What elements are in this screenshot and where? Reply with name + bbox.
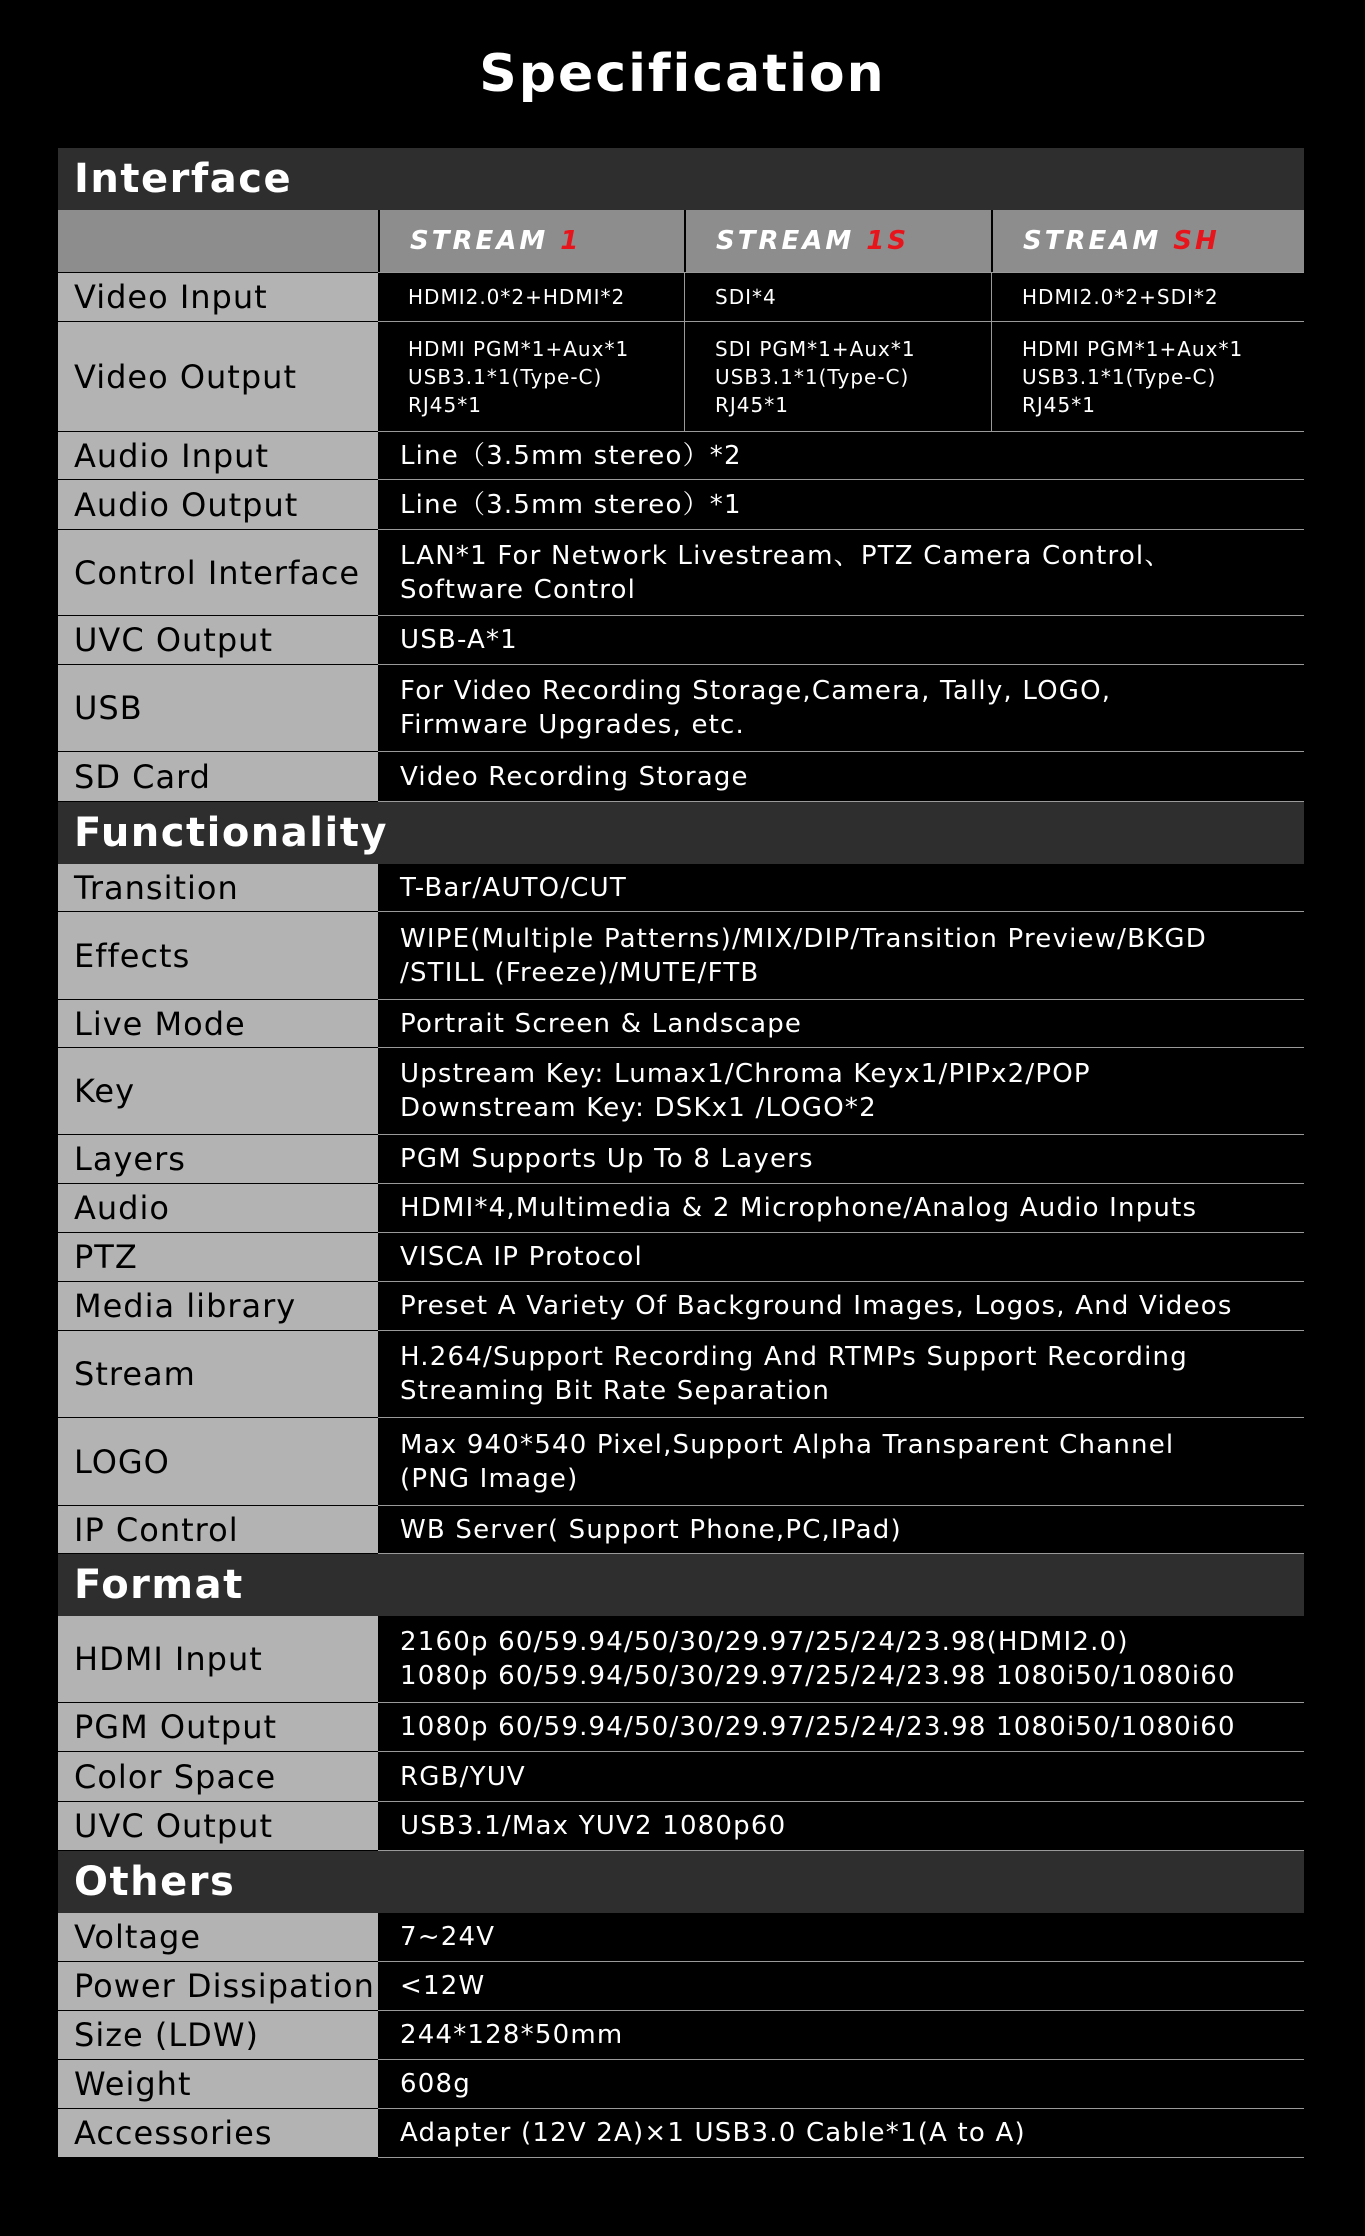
- video-output-stream-1: HDMI PGM*1+Aux*1 USB3.1*1(Type-C) RJ45*1: [408, 336, 630, 417]
- video-input-stream-1: HDMI2.0*2+HDMI*2: [408, 285, 626, 309]
- row-size: [58, 2011, 1304, 2060]
- row-value: LAN*1 For Network Livestream、PTZ Camera Control、 Software Control: [400, 540, 1172, 605]
- row-label: Stream: [58, 1331, 378, 1418]
- section-header-interface: Interface: [58, 148, 1304, 210]
- video-input-stream-1s: SDI*4: [684, 273, 991, 321]
- row-label: PTZ: [58, 1233, 378, 1282]
- row-label: Audio: [58, 1184, 378, 1233]
- row-control-interface: [58, 530, 1304, 616]
- row-pgm-output: [58, 1703, 1304, 1752]
- row-effects: [58, 912, 1304, 1000]
- row-value: USB3.1/Max YUV2 1080p60: [400, 1811, 787, 1841]
- row-value: WIPE(Multiple Patterns)/MIX/DIP/Transition Preview/BKGD /STILL (Freeze)/MUTE/FTB: [400, 923, 1207, 988]
- row-ptz: [58, 1233, 1304, 1282]
- row-label: USB: [58, 665, 378, 752]
- row-format-uvc-output: [58, 1802, 1304, 1851]
- model-header-row: [58, 210, 1304, 273]
- row-label: Power Dissipation: [58, 1962, 378, 2011]
- row-value: 7~24V: [400, 1922, 496, 1952]
- row-value: Video Recording Storage: [400, 761, 749, 792]
- row-value: Portrait Screen & Landscape: [400, 1008, 803, 1039]
- row-logo: [58, 1418, 1304, 1506]
- row-value: Preset A Variety Of Background Images, Logos, And Videos: [400, 1291, 1233, 1321]
- model-stream-1s: STREAM 1S: [684, 210, 991, 272]
- section-header-functionality: Functionality: [58, 802, 1304, 864]
- row-ip-control: [58, 1506, 1304, 1554]
- row-weight: [58, 2060, 1304, 2109]
- row-transition: [58, 864, 1304, 912]
- row-value: Adapter (12V 2A)×1 USB3.0 Cable*1(A to A): [400, 2118, 1026, 2148]
- row-value: 1080p 60/59.94/50/30/29.97/25/24/23.98 1080i50/1080i60: [400, 1712, 1236, 1742]
- row-label: Audio Output: [58, 480, 378, 530]
- row-label: Effects: [58, 912, 378, 1000]
- row-label: Voltage: [58, 1913, 378, 1962]
- row-value: 2160p 60/59.94/50/30/29.97/25/24/23.98(HDMI2.0) 1080p 60/59.94/50/30/29.97/25/24/23.98 1080i50/1080i60: [400, 1627, 1236, 1691]
- row-power-dissipation: [58, 1962, 1304, 2011]
- row-label: IP Control: [58, 1506, 378, 1554]
- row-label: SD Card: [58, 752, 378, 802]
- row-accessories: [58, 2109, 1304, 2158]
- row-label: Layers: [58, 1135, 378, 1184]
- row-label: Live Mode: [58, 1000, 378, 1048]
- row-label: UVC Output: [58, 616, 378, 665]
- row-label: Audio Input: [58, 432, 378, 480]
- row-label: Accessories: [58, 2109, 378, 2158]
- row-label: Key: [58, 1048, 378, 1135]
- row-label: Weight: [58, 2060, 378, 2109]
- video-output-stream-sh: HDMI PGM*1+Aux*1 USB3.1*1(Type-C) RJ45*1: [991, 322, 1304, 431]
- row-label: Video Output: [58, 322, 378, 432]
- row-usb: [58, 665, 1304, 752]
- model-header-blank: [58, 210, 378, 273]
- row-audio-input: [58, 432, 1304, 480]
- row-label: LOGO: [58, 1418, 378, 1506]
- row-value: H.264/Support Recording And RTMPs Support Recording Streaming Bit Rate Separation: [400, 1342, 1188, 1406]
- row-label: HDMI Input: [58, 1616, 378, 1703]
- row-value: For Video Recording Storage,Camera, Tally, LOGO, Firmware Upgrades, etc.: [400, 676, 1112, 740]
- row-live-mode: [58, 1000, 1304, 1048]
- row-video-input: [58, 273, 1304, 322]
- row-audio: [58, 1184, 1304, 1233]
- row-media-library: [58, 1282, 1304, 1331]
- row-value: RGB/YUV: [400, 1761, 526, 1792]
- row-label: PGM Output: [58, 1703, 378, 1752]
- row-value: Max 940*540 Pixel,Support Alpha Transparent Channel (PNG Image): [400, 1429, 1175, 1494]
- row-label: Transition: [58, 864, 378, 912]
- row-voltage: [58, 1913, 1304, 1962]
- page-title: Specification: [479, 44, 886, 104]
- row-hdmi-input: [58, 1616, 1304, 1703]
- row-value: PGM Supports Up To 8 Layers: [400, 1144, 814, 1174]
- row-value: T-Bar/AUTO/CUT: [400, 872, 627, 903]
- model-stream-1: STREAM 1: [378, 210, 684, 272]
- row-stream: [58, 1331, 1304, 1418]
- row-value: HDMI*4,Multimedia & 2 Microphone/Analog Audio Inputs: [400, 1193, 1198, 1223]
- row-value: Line（3.5mm stereo）*2: [400, 440, 742, 471]
- video-output-stream-1s: SDI PGM*1+Aux*1 USB3.1*1(Type-C) RJ45*1: [684, 322, 991, 431]
- row-value: Line（3.5mm stereo）*1: [400, 489, 742, 520]
- video-input-stream-sh: HDMI2.0*2+SDI*2: [991, 273, 1304, 321]
- row-value: 244*128*50mm: [400, 2020, 624, 2050]
- row-label: Color Space: [58, 1752, 378, 1802]
- row-value: USB-A*1: [400, 625, 518, 655]
- row-label: UVC Output: [58, 1802, 378, 1851]
- row-label: Size (LDW): [58, 2011, 378, 2060]
- row-uvc-output: [58, 616, 1304, 665]
- model-stream-sh: STREAM SH: [991, 210, 1304, 272]
- row-label: Media library: [58, 1282, 378, 1331]
- row-layers: [58, 1135, 1304, 1184]
- row-label: Control Interface: [58, 530, 378, 616]
- row-value: Upstream Key: Lumax1/Chroma Keyx1/PIPx2/POP Downstream Key: DSKx1 /LOGO*2: [400, 1059, 1091, 1123]
- row-color-space: [58, 1752, 1304, 1802]
- row-sd-card: [58, 752, 1304, 802]
- row-video-output: [58, 322, 1304, 432]
- row-value: VISCA IP Protocol: [400, 1242, 643, 1272]
- row-key: [58, 1048, 1304, 1135]
- section-header-others: Others: [58, 1851, 1304, 1913]
- row-value: WB Server( Support Phone,PC,IPad): [400, 1514, 902, 1545]
- section-header-format: Format: [58, 1554, 1304, 1616]
- row-value: 608g: [400, 2069, 471, 2099]
- row-audio-output: [58, 480, 1304, 530]
- spec-table: [58, 148, 1304, 2158]
- row-label: Video Input: [58, 273, 378, 322]
- row-value: <12W: [400, 1971, 486, 2001]
